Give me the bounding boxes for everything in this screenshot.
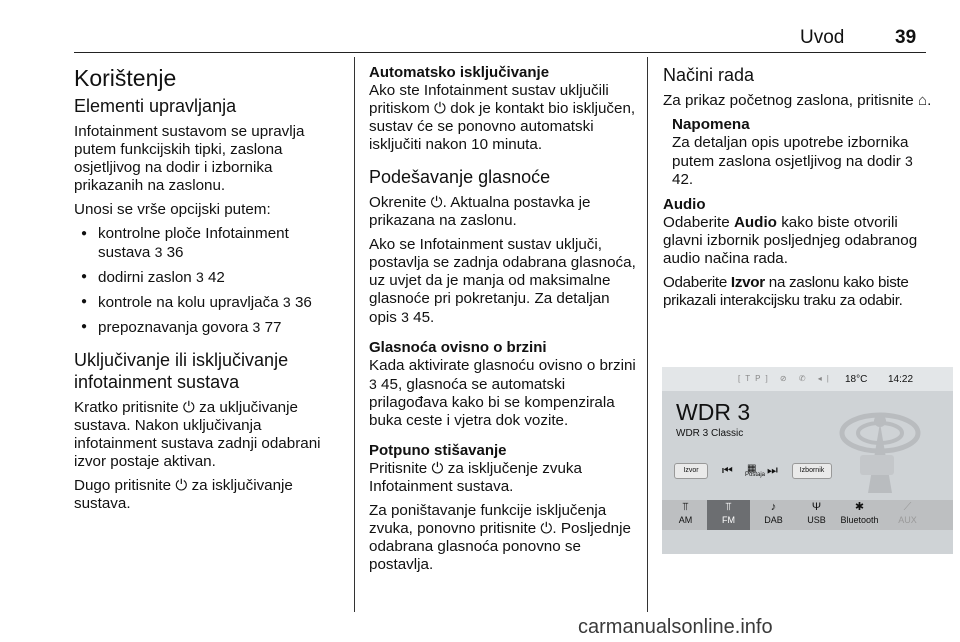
list-item: ● prepoznavanja govora 3 77	[74, 318, 342, 337]
tab-aux[interactable]: ⟋ AUX	[886, 500, 929, 530]
note-box	[663, 116, 933, 189]
dab-icon: ♪	[770, 501, 777, 513]
paragraph: Ako ste Infotainment sustav uključili pritiskom ⏻ dok je kontakt bio isključen, sustav će se ponovno automatski isključiti nakon 10 minuta.	[369, 82, 636, 153]
menu-button[interactable]: Izbornik	[792, 463, 832, 479]
previous-icon[interactable]: ⏮	[722, 463, 733, 477]
paragraph: Unosi se vrše opcijski putem:	[74, 201, 271, 218]
power-icon: ⏻	[431, 460, 444, 477]
source-tab-bar	[662, 500, 953, 530]
paragraph: Za poništavanje funkcije isključenja zvuka, ponovno pritisnite ⏻. Posljednje odabrana glasnoća ponovno se postavlja.	[369, 502, 631, 573]
power-icon: ⏻	[182, 399, 195, 416]
page-ref-icon: 3	[195, 269, 204, 285]
paragraph: Za prikaz početnog zaslona, pritisnite ⌂.	[663, 92, 932, 109]
heading: Audio	[663, 196, 706, 213]
running-header-title: Uvod	[800, 27, 845, 48]
page-number: 39	[895, 27, 917, 48]
page-ref-icon: 3	[252, 319, 261, 335]
tab-dab[interactable]: ♪ DAB	[752, 500, 795, 530]
page-ref-icon: 3	[401, 309, 409, 325]
subsection-title: Načini rada	[663, 65, 755, 85]
tab-am[interactable]: ⫪ AM	[664, 500, 707, 530]
watermark: carmanualsonline.info	[578, 616, 773, 638]
column-divider	[354, 57, 355, 612]
page-ref-icon: 3	[369, 376, 377, 392]
list-item: ● kontrole na kolu upravljača 3 36	[74, 293, 342, 312]
subsection-title: Podešavanje glasnoće	[369, 167, 551, 187]
list-item: ● dodirni zaslon 3 42	[74, 268, 342, 287]
power-icon: ⏻	[430, 194, 443, 211]
status-icons: [TP] ⊘ ✆ ◂|	[738, 374, 834, 383]
bluetooth-icon: ✱	[854, 501, 865, 513]
page-ref-icon: 3	[282, 294, 291, 310]
page-ref-icon: 3	[905, 153, 913, 169]
power-icon: ⏻	[175, 477, 188, 494]
paragraph: Dugo pritisnite ⏻ za isključivanje sustava.	[74, 477, 293, 512]
note-text: Za detaljan opis upotrebe izbornika putem zaslona osjetljivog na dodir 3 42.	[672, 134, 913, 188]
column-1	[74, 64, 342, 519]
next-icon[interactable]: ⏭	[767, 463, 778, 477]
radio-tower-icon	[812, 393, 937, 503]
column-3	[663, 64, 933, 316]
tab-fm[interactable]: ⫪ FM	[707, 500, 750, 530]
column-divider	[647, 57, 648, 612]
column-2	[369, 64, 637, 580]
screen-bezel	[662, 530, 953, 554]
paragraph: Okrenite ⏻. Aktualna postavka je prikazana na zaslonu.	[369, 194, 591, 229]
note-title: Napomena	[672, 116, 750, 133]
page-ref-icon: 3	[154, 244, 163, 260]
presets-icon[interactable]: ▦	[747, 463, 757, 474]
infotainment-screen-image	[662, 367, 953, 554]
antenna-icon: ⫪	[682, 501, 689, 513]
station-subtitle: WDR 3 Classic	[676, 428, 744, 439]
tab-usb[interactable]: Ψ USB	[795, 500, 838, 530]
paragraph: Pritisnite ⏻ za isključenje zvuka Infotainment sustava.	[369, 460, 582, 495]
presets-label: Postaja	[745, 472, 766, 478]
heading: Automatsko isključivanje	[369, 64, 550, 81]
antenna-icon: ⫪	[725, 501, 732, 513]
station-name: WDR 3	[676, 399, 751, 425]
paragraph: Infotainment sustavom se upravlja putem funkcijskih tipki, zaslona osjetljivog na dodir i izbornika prikazanih na zaslonu.	[74, 123, 305, 194]
paragraph: Kada aktivirate glasnoću ovisno o brzini 3 45, glasnoća se automatski prilagođava kako bi se kompenzirala buka ceste i vjetra dok vozite.	[369, 357, 636, 429]
temperature-display: 18°C	[845, 374, 868, 385]
subsection-title: Elementi upravljanja	[74, 96, 237, 116]
header-rule	[74, 52, 926, 53]
list-item: ● kontrolne ploče Infotainment sustava 3 36	[74, 225, 342, 262]
aux-icon: ⟋	[903, 501, 912, 513]
power-icon: ⏻	[540, 520, 553, 537]
source-button[interactable]: Izvor	[674, 463, 708, 479]
usb-icon: Ψ	[811, 501, 822, 513]
power-icon: ⏻	[434, 100, 447, 117]
tab-bluetooth[interactable]: ✱ Bluetooth	[836, 500, 883, 530]
paragraph: Ako se Infotainment sustav uključi, postavlja se zadnja odabrana glasnoća, uz uvjet da je manja od maksimalne glasnoće pri pokretanju. Za detaljan opis 3 45.	[369, 236, 636, 326]
subsection-title: Uključivanje ili isključivanje infotainment sustava	[74, 350, 289, 392]
home-icon: ⌂	[917, 92, 928, 109]
heading: Glasnoća ovisno o brzini	[369, 339, 547, 356]
section-title: Korištenje	[74, 65, 177, 91]
heading: Potpuno stišavanje	[369, 442, 507, 459]
paragraph: Odaberite Izvor na zaslonu kako biste prikazali interakcijsku traku za odabir.	[663, 274, 909, 309]
paragraph: Kratko pritisnite ⏻ za uključivanje sustava. Nakon uključivanja infotainment sustava zadnji odabrani izvor postaje aktivan.	[74, 399, 321, 470]
paragraph: Odaberite Audio kako biste otvorili glavni izbornik posljednjeg odabranog audio načina rada.	[663, 214, 918, 267]
status-bar	[662, 367, 953, 391]
clock-display: 14:22	[888, 374, 914, 385]
